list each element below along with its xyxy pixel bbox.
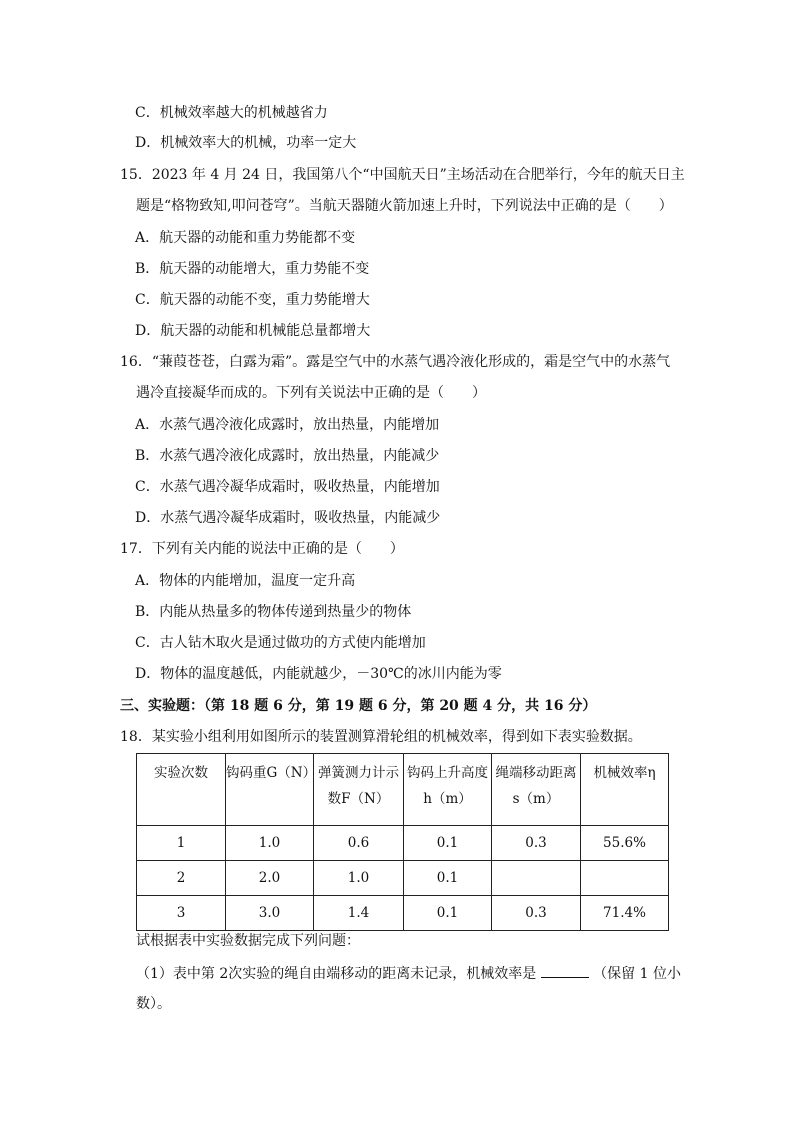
q15-option-c: C．航天器的动能不变，重力势能增大 [135,292,370,308]
q15-option-d: D．航天器的动能和机械能总量都增大 [135,323,371,339]
header-trial-number: 实验次数 [137,754,226,826]
table-row [137,896,669,931]
answer-blank[interactable] [541,963,589,978]
table-cell: 2 [137,861,226,896]
q18-sub1-line1 [136,963,681,984]
table-cell: 2.0 [226,861,314,896]
table-cell: 0.6 [314,826,404,861]
section-3-heading: 三、实验题：（第 18 题 6 分，第 19 题 6 分，第 20 题 4 分，共 16 分） [120,698,597,714]
header-force-f: 弹簧测力计示 数F（N） [314,754,404,826]
q17-stem: 17．下列有关内能的说法中正确的是（ ） [120,541,404,557]
table-cell: 55.6% [581,826,669,861]
table-row [137,826,669,861]
table-cell [492,861,581,896]
header-height-h: 钩码上升高度 h（m） [404,754,492,826]
q18-sub1-note: （保留 1 位小 [593,966,681,982]
table-row [137,861,669,896]
table-cell: 0.1 [404,826,492,861]
header-weight-g: 钩码重G（N） [226,754,314,826]
table-cell: 0.1 [404,896,492,931]
q15-stem-line1: 15．2023 年 4 月 24 日，我国第八个“中国航天日”主场活动在合肥举行，今年的航天日主 [120,167,685,183]
q17-option-c: C．古人钻木取火是通过做功的方式使内能增加 [135,635,426,651]
q18-instruction: 试根据表中实验数据完成下列问题： [136,933,360,949]
q15-stem-line2: 题是“格物致知,叩问苍穹”。当航天器随火箭加速上升时，下列说法中正确的是（ ） [136,198,673,214]
q16-stem-line2: 遇冷直接凝华而成的。下列有关说法中正确的是（ ） [136,385,486,401]
table-cell: 71.4% [581,896,669,931]
q14-option-d: D．机械效率大的机械，功率一定大 [135,135,357,151]
table-cell: 0.1 [404,861,492,896]
table-cell: 1.0 [226,826,314,861]
q17-option-b: B．内能从热量多的物体传递到热量少的物体 [135,604,412,620]
q16-stem-line1: 16．“蒹葭苍苍，白露为霜”。露是空气中的水蒸气遇冷液化形成的，霜是空气中的水蒸气 [120,354,671,370]
table-cell: 3.0 [226,896,314,931]
q17-option-a: A．物体的内能增加，温度一定升高 [135,573,356,589]
q15-option-b: B．航天器的动能增大，重力势能不变 [135,261,370,277]
experiment-data-table [136,753,669,931]
q16-option-b: B．水蒸气遇冷液化成露时，放出热量，内能减少 [135,448,440,464]
table-cell: 1 [137,826,226,861]
q18-stem: 18．某实验小组利用如图所示的装置测算滑轮组的机械效率，得到如下表实验数据。 [120,729,642,745]
table-cell: 3 [137,896,226,931]
q17-option-d: D．物体的温度越低，内能就越少，－30℃的冰川内能为零 [135,666,502,682]
q15-option-a: A．航天器的动能和重力势能都不变 [135,230,356,246]
q16-option-a: A．水蒸气遇冷液化成露时，放出热量，内能增加 [135,417,440,433]
q16-option-d: D．水蒸气遇冷凝华成霜时，吸收热量，内能减少 [135,510,441,526]
table-cell: 0.3 [492,896,581,931]
q16-option-c: C．水蒸气遇冷凝华成霜时，吸收热量，内能增加 [135,479,440,495]
q14-option-c: C．机械效率越大的机械越省力 [135,105,328,121]
table-cell: 1.0 [314,861,404,896]
q18-sub1-text: （1）表中第 2次实验的绳自由端移动的距离未记录，机械效率是 [136,966,537,982]
q18-sub1-line2: 数）。 [136,996,171,1012]
table-cell: 0.3 [492,826,581,861]
table-cell [581,861,669,896]
table-header-row [137,754,669,826]
table-cell: 1.4 [314,896,404,931]
header-distance-s: 绳端移动距离 s（m） [492,754,581,826]
header-efficiency: 机械效率η [581,754,669,826]
